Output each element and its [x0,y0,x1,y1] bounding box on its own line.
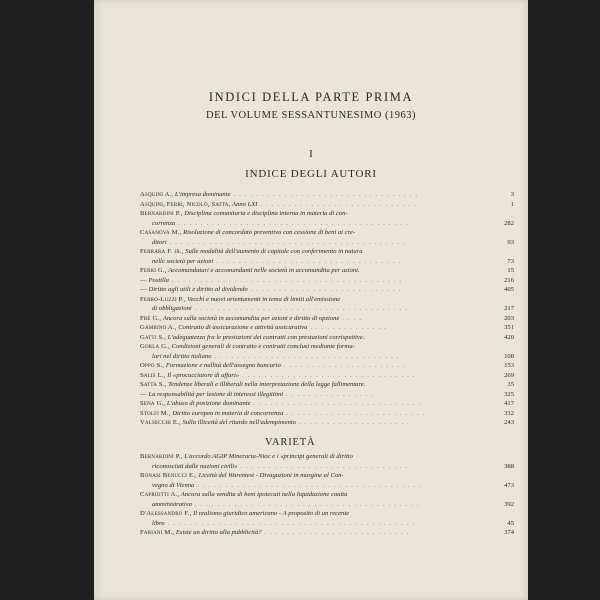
entry-page-number: 417 [504,400,514,407]
index-entry [94,399,528,408]
entry-text [152,481,422,490]
entry-leader-dots: . . . . . . . . . . . . . . [307,324,388,331]
index-entry [94,342,528,351]
index-entry [94,219,528,228]
entry-title: L'impresa dominante [174,191,231,198]
entry-title: Sulla illiceità del ritardo nell'adempimento [182,419,297,426]
entry-title: Ancora sulla società in accomandita per azioni e diritto di opzione [162,314,340,322]
entry-title: Risoluzione di concordato preventivo con cessione di beni ai cre- [183,229,356,236]
entry-author: Gatti S., [140,333,167,341]
index-entry [94,352,528,361]
entry-leader-dots: . . . . . . . . . . . . . . . . . . . . . . . . . . . . . . . . . [211,352,400,360]
entry-title: Sulle modalità dell'aumento di capitale con conferimento in natura [185,248,363,255]
entry-title: L'abuso di posizione dominante [166,400,251,407]
entry-text [140,285,402,294]
entry-leader-dots: . . . . . . . . . . . . . . . . . . . . . . . . . . . . . . [237,462,409,470]
entry-page-number: 392 [504,500,514,508]
entry-title: vegno di Vienna [152,481,195,489]
entry-leader-dots: . . . . . . . . . . . . . . . . . . . . . . . . . . . . . . . . . . . . . . [191,305,409,312]
entry-title: Postilla [148,276,169,284]
index-entry [94,190,528,199]
entry-leader-dots: . . . . . . . . . . . . . . . . [283,390,375,398]
entry-title: ditori [152,238,167,246]
entry-page-number: 108 [504,352,514,360]
entry-leader-dots: . . . . . . . . . . . . . . . . . . . . . . . . . . . . . . . . . . . . . . . . . . . . [164,519,416,527]
entry-leader-dots: . . . . . . . . . . . . . . . . . . . . . . . . . . . . . . . . . [230,191,419,198]
entry-author: Bernardini P., [140,210,183,217]
entry-leader-dots: . . . . . . . . . . . . . . . . . . . . . . . . . . . . [257,200,418,208]
entry-author: Satta S., [140,381,167,388]
entry-author: Fabiani M., [140,529,175,536]
index-entry [94,247,528,256]
entry-page-number: 216 [504,276,514,284]
entry-text [140,509,349,518]
entry-leader-dots: . . . . . . . . . . . . . . . . . . . . . . . . . . . [247,286,402,293]
entry-leader-dots: . . . . . . . . . . . . . . . . . . . . . . [280,362,407,369]
entry-page-number: 351 [504,324,514,331]
entry-text [140,390,374,399]
entry-page-number: 153 [504,362,514,369]
entry-page-number: 332 [504,409,514,417]
entry-page-number: 243 [504,419,514,426]
index-entry [94,266,528,275]
entry-author: Stolfi M., [140,409,171,417]
index-entry [94,333,528,342]
entry-leader-dots: . . . . . . . . . . . . . . . . . . . . . . . . . . . . . . . . . [213,257,402,265]
entry-author: Valsecchi E., [140,419,181,426]
page-title: INDICI DELLA PARTE PRIMA [208,90,414,104]
section-number: I [309,148,313,160]
index-entry [94,409,528,418]
entry-author: Frè G., [140,314,162,322]
entry-text [140,452,353,461]
entry-page-number: 405 [504,286,514,293]
entry-author: Capriotti A., [140,491,180,498]
entry-leader-dots: . . . . . . . . . . . . . . . . . . . . . . . . . . . . . . . . . . . . . . . . [194,481,423,489]
index-entry [94,238,528,247]
entry-author: — [140,390,147,398]
entry-title: Il «procacciatore di affari» [167,371,240,379]
entry-text [152,500,420,509]
entry-title: Tendenze liberali e illiberali nella interpretazione della legge fallimentare. [168,381,366,388]
entry-text [140,528,410,537]
index-entry [94,371,528,380]
entry-text [140,471,344,480]
entry-page-number: 203 [504,314,514,322]
entry-text [140,418,410,427]
entry-text [140,409,426,418]
entry-author: Ferro-Luzzi P., [140,295,186,303]
entry-title: Disciplina comunitaria e disciplina interna in materia di con- [184,210,348,217]
entry-text [152,352,400,361]
section-title-varieta: VARIETÀ [265,437,316,448]
entry-author: Ferrara F. jr., [140,248,184,255]
entry-author: Gorla G., [140,343,170,350]
entry-title: Formazione e nullità dell'assegno bancario [165,362,281,369]
entry-author: — [140,286,147,293]
entry-page-number: 388 [504,462,514,470]
entry-text [140,333,364,342]
entry-page-number: 73 [507,257,514,265]
entry-title: Vecchi e nuovi orientamenti in tema di limiti all'emissione [187,295,341,303]
index-entry [94,200,528,209]
entry-page-number: 1 [510,200,514,208]
entry-page-number: 473 [504,481,514,489]
entry-title: L'accordo AGIP Mineraria-Nioc e i «principi generali di diritto [184,453,353,460]
entry-title: libro [152,519,165,527]
entry-page-number: 93 [507,238,514,246]
entry-leader-dots: . . . . . . . . . . . . . . . . . . . . . . . . . [283,409,426,417]
entry-author: — [140,276,147,284]
entry-title: La responsabilità per lesione di interessi illegittimi [148,390,284,398]
index-entry [94,314,528,323]
index-entry [94,500,528,509]
entry-text [152,519,415,528]
entry-leader-dots: . . . . . . . . . . . . . . . . . . . . . . . . . . . . . . . . . . . . . . . . . . [166,238,406,246]
entry-title: Diritto europeo in materia di concorrenza [172,409,284,417]
entry-text [140,371,416,380]
entry-page-number: 269 [504,371,514,379]
document-page [94,0,528,600]
entry-text [140,295,340,304]
index-entry [94,519,528,528]
entry-author: Asquini A., [140,191,174,198]
entry-page-number: 35 [507,381,514,388]
entry-title: Esiste un diritto alla pubblicità? [175,529,262,536]
entry-author: Oppo S., [140,362,165,369]
entry-text [140,342,355,351]
entry-page-number: 3 [510,191,514,198]
entry-author: D'Alessandro F., [140,510,192,517]
entry-title: Accomandatari e accomandanti nelle società in accomandita per azioni. [168,267,360,274]
index-entry [94,390,528,399]
entry-leader-dots: . . . . . . . . . . . . . . . . . . . . . . . . . . . . . . [250,400,422,407]
entry-leader-dots: . . . . [339,314,363,322]
index-entry [94,490,528,499]
entry-page-number: 325 [504,390,514,398]
index-entry [94,361,528,370]
index-entry [94,380,528,389]
entry-text [152,238,406,247]
entry-title: Diritto agli utili e diritto al dividendo [148,286,248,293]
index-entry [94,276,528,285]
entry-text [152,257,401,266]
entry-title: Il realismo giuridico americano - A proposito di un recente [193,510,350,517]
entry-text [140,323,387,332]
entry-text [152,304,408,313]
entry-title: Condizioni generali di contratto e contratti conclusi mediante formu- [171,343,355,350]
section-title-authors: INDICE DEGLI AUTORI [245,168,377,180]
entry-title: Liceità del Warentest - Divagazioni in margine al Con- [198,472,344,479]
entry-text [140,228,355,237]
index-entry [94,257,528,266]
index-entry [94,471,528,480]
entry-title: riconosciuti dalle nazioni civili» [152,462,238,470]
entry-title: correnza [152,219,176,227]
entry-leader-dots: . . . . . . . . . . . . . . . . . . . . . . . . . . [261,529,410,536]
entry-author: Salis L., [140,371,166,379]
entry-text [140,190,418,199]
entry-page-number: 15 [507,267,514,274]
entry-title: lari nel diritto italiano [152,352,212,360]
entry-author: Gambino A., [140,324,177,331]
index-entry [94,209,528,218]
entry-text [140,276,403,285]
index-entry [94,528,528,537]
index-entry [94,452,528,461]
entry-page-number: 217 [504,305,514,312]
entry-title: nelle società per azioni [152,257,214,265]
entry-leader-dots: . . . . . . . . . . . . . . . . . . . . . . . . . . . . . . . . . . . . . . . . . [175,219,409,227]
entry-author: Asquini, Ferri, Nicolò, Satta, [140,200,231,208]
entry-text [140,200,417,209]
entry-leader-dots: . . . . . . . . . . . . . . . . . . . . . . . . . . . . . . . [239,371,416,379]
entry-title: Contratto di assicurazione e attività assicurativa [178,324,308,331]
index-entry [94,295,528,304]
entry-page-number: 374 [504,529,514,536]
entry-title: Ancora sulla vendita di beni ipotecati nella liquidazione coatta [180,491,348,498]
entry-text [152,219,409,228]
entry-title: di obbligazioni [152,305,192,312]
entry-page-number: 45 [507,519,514,527]
entry-text [140,209,348,218]
entry-author: Sena G., [140,400,166,407]
entry-text [152,462,408,471]
entry-leader-dots: . . . . . . . . . . . . . . . . . . . . . . . . . . . . . . . . . . . . . . . . [191,500,420,508]
index-entry [94,418,528,427]
entry-page-number: 420 [504,333,514,341]
entry-text [140,266,360,275]
entry-page-number: 282 [504,219,514,227]
entry-author: Ferri G., [140,267,167,274]
entry-author: Casanova M., [140,229,182,236]
entry-leader-dots: . . . . . . . . . . . . . . . . . . . . . . . . . . . . . . . . . . . . . . . . . [168,276,403,284]
entry-title: amministrativa [152,500,192,508]
entry-author: Bernardini P., [140,453,183,460]
entry-text [140,247,363,256]
entry-author: Bonasi Benucci E., [140,472,197,479]
entry-leader-dots: . . . . . . . . . . . . . . . . . . . . [296,419,410,426]
index-entry [94,509,528,518]
entry-title: Anno LXI [232,200,258,208]
index-entry [94,304,528,313]
entry-text [140,361,406,370]
entry-text [140,399,421,408]
index-entry [94,323,528,332]
entry-text [140,490,347,499]
index-entry [94,285,528,294]
entry-title: L'adeguatezza fra le prestazioni dei contratti con prestazioni corrispettive. [167,333,365,341]
index-entry [94,481,528,490]
index-entry [94,462,528,471]
page-subtitle: DEL VOLUME SESSANTUNESIMO (1963) [206,110,416,121]
entry-text [140,380,365,389]
entry-text [140,314,362,323]
index-entry [94,228,528,237]
